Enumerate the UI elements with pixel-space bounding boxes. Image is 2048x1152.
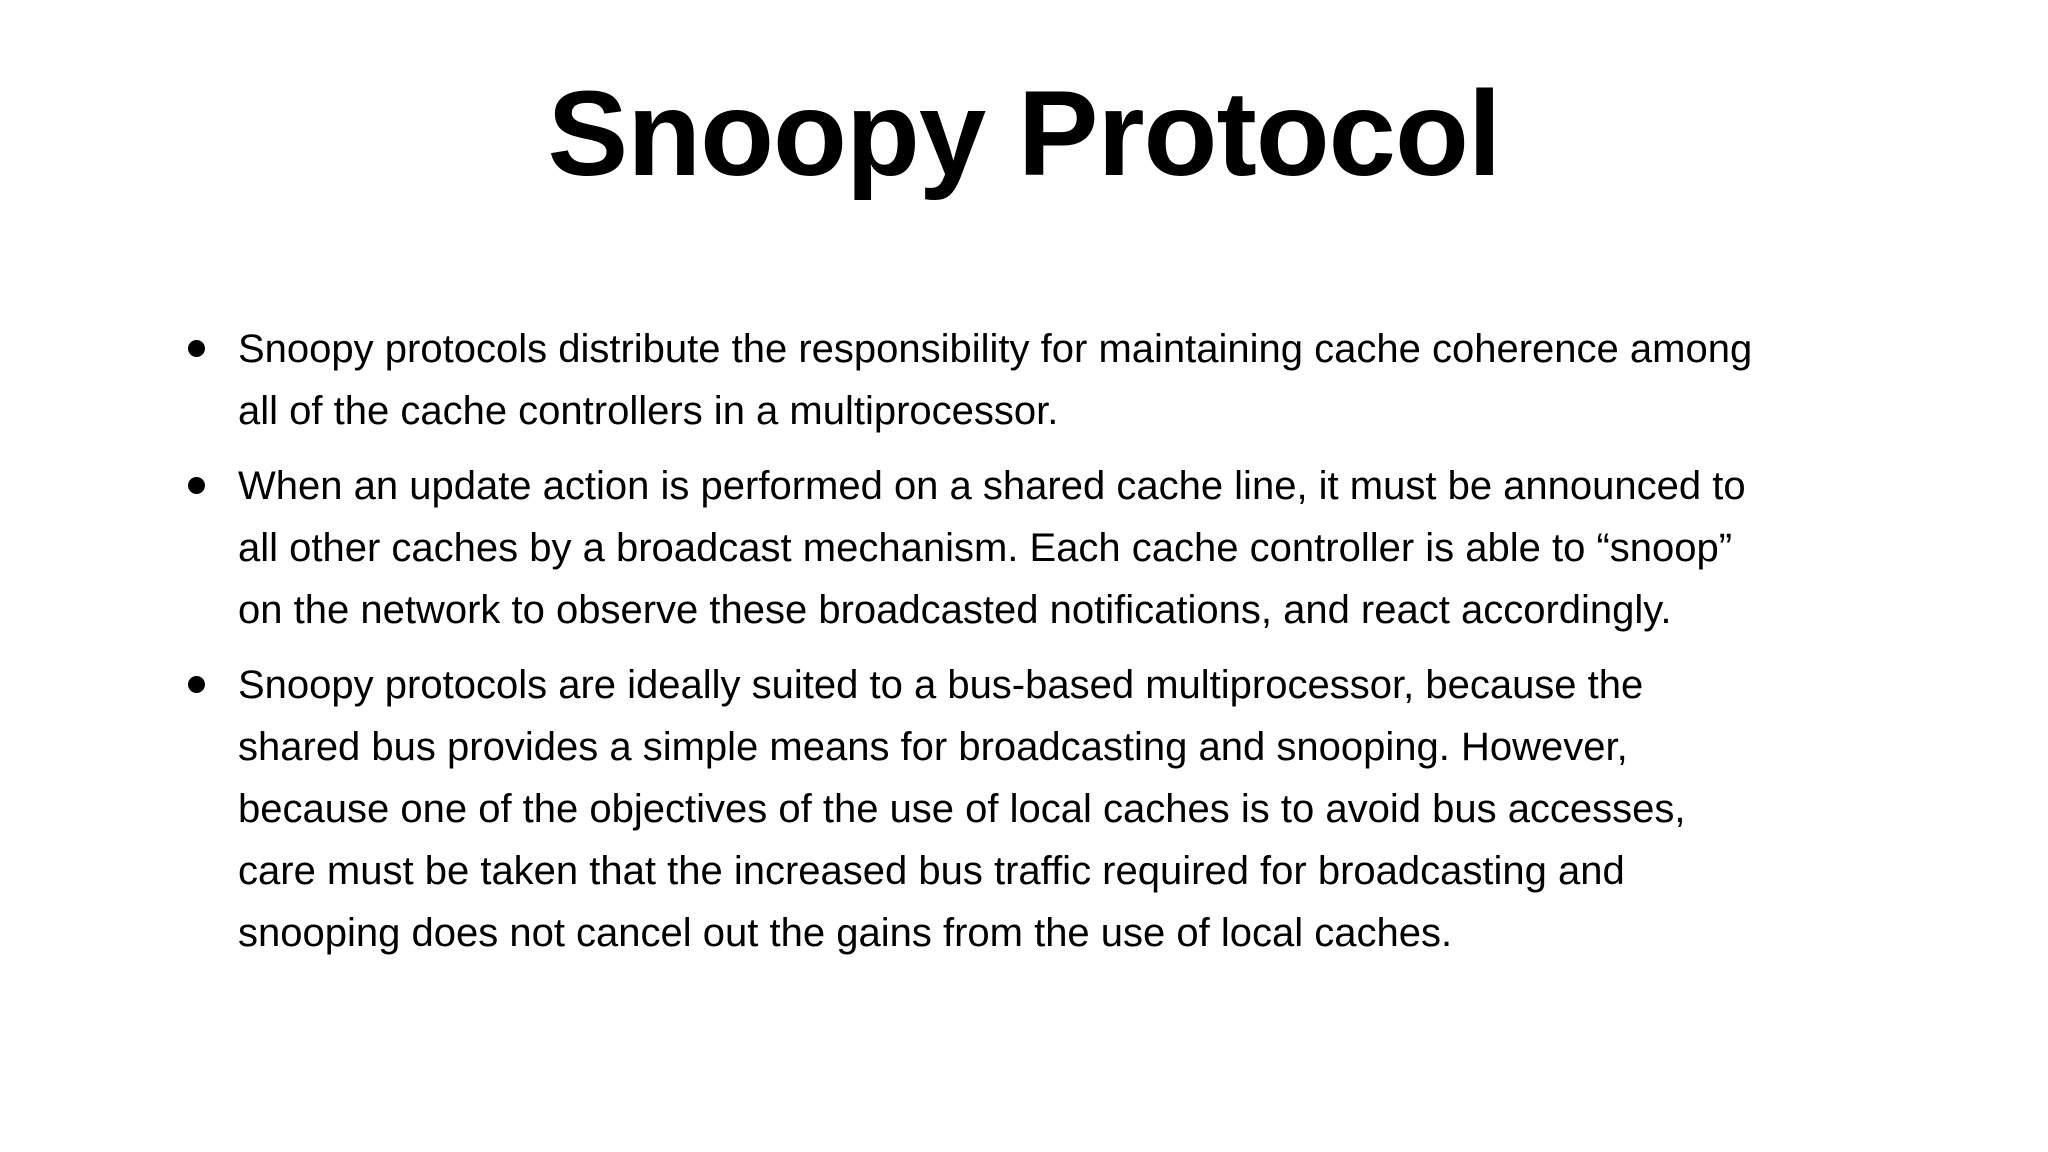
- bullet-line: snooping does not cancel out the gains from the use of local caches.: [238, 911, 1453, 955]
- bullet-line: When an update action is performed on a shared cache line, it must be announced to: [238, 464, 1746, 508]
- bullet-line: Snoopy protocols distribute the responsibility for maintaining cache coherence among: [238, 327, 1753, 371]
- bullet-item: [180, 318, 1900, 442]
- bullet-line: because one of the objectives of the use of local caches is to avoid bus accesses,: [238, 787, 1686, 831]
- bullet-list: [180, 318, 1900, 977]
- bullet-dot-icon: [188, 477, 205, 494]
- bullet-text: [238, 318, 1878, 442]
- bullet-line: shared bus provides a simple means for broadcasting and snooping. However,: [238, 725, 1628, 769]
- bullet-item: [180, 654, 1900, 964]
- bullet-text: [238, 654, 1878, 964]
- bullet-line: all of the cache controllers in a multiprocessor.: [238, 389, 1059, 433]
- bullet-text: [238, 455, 1878, 641]
- bullet-line: care must be taken that the increased bus traffic required for broadcasting and: [238, 849, 1625, 893]
- bullet-dot-icon: [188, 340, 205, 357]
- bullet-line: Snoopy protocols are ideally suited to a bus-based multiprocessor, because the: [238, 663, 1644, 707]
- bullet-line: on the network to observe these broadcasted notifications, and react accordingly.: [238, 588, 1672, 632]
- slide-title: Snoopy Protocol: [547, 65, 1501, 201]
- bullet-line: all other caches by a broadcast mechanism. Each cache controller is able to “snoop”: [238, 526, 1733, 570]
- bullet-dot-icon: [188, 676, 205, 693]
- bullet-item: [180, 455, 1900, 641]
